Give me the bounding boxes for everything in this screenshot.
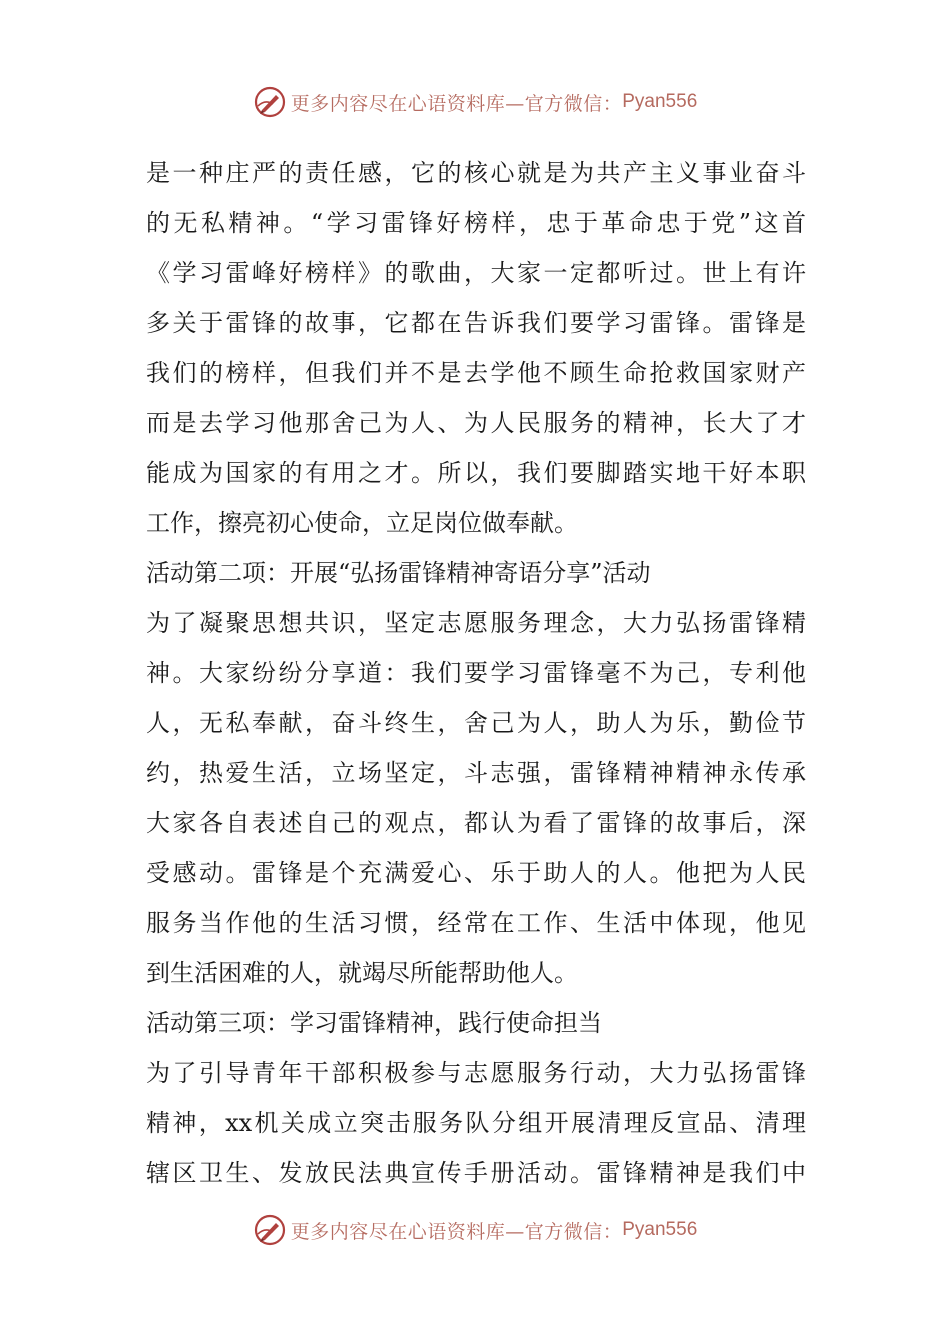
header-banner-text: 更多内容尽在心语资料库—官方微信： bbox=[290, 92, 623, 115]
body-line: 《学习雷峰好榜样》的歌曲，大家一定都听过。世上有许 bbox=[146, 259, 806, 287]
body-line: 人，无私奉献，奋斗终生，舍己为人，助人为乐，勤俭节 bbox=[146, 709, 806, 737]
body-line: 多关于雷锋的故事，它都在告诉我们要学习雷锋。雷锋是 bbox=[146, 309, 806, 337]
body-line: 为了凝聚思想共识，坚定志愿服务理念，大力弘扬雷锋精 bbox=[146, 609, 806, 637]
footer-banner bbox=[0, 1210, 950, 1250]
body-line: 为了引导青年干部积极参与志愿服务行动，大力弘扬雷锋 bbox=[146, 1059, 806, 1087]
section-heading: 活动第二项：开展“弘扬雷锋精神寄语分享”活动 bbox=[146, 559, 651, 587]
body-line: 约，热爱生活，立场坚定，斗志强，雷锋精神精神永传承 bbox=[146, 759, 806, 787]
body-line: 服务当作他的生活习惯，经常在工作、生活中体现，他见 bbox=[146, 909, 806, 937]
body-line: 是一种庄严的责任感，它的核心就是为共产主义事业奋斗 bbox=[146, 159, 806, 187]
section-heading: 活动第三项：学习雷锋精神，践行使命担当 bbox=[146, 1009, 602, 1037]
body-line: 我们的榜样，但我们并不是去学他不顾生命抢救国家财产 bbox=[146, 359, 806, 387]
document-body bbox=[146, 148, 806, 1198]
header-banner-wechat-id: Pyan556 bbox=[622, 91, 698, 112]
footer-banner-text: 更多内容尽在心语资料库—官方微信： bbox=[290, 1220, 623, 1243]
body-line: 大家各自表述自己的观点，都认为看了雷锋的故事后，深 bbox=[146, 809, 806, 837]
body-line: 而是去学习他那舍己为人、为人民服务的精神，长大了才 bbox=[146, 409, 806, 437]
body-line: 神。大家纷纷分享道：我们要学习雷锋毫不为己，专利他 bbox=[146, 659, 806, 687]
body-line: 能成为国家的有用之才。所以，我们要脚踏实地干好本职 bbox=[146, 459, 806, 487]
body-line: 精神，xx机关成立突击服务队分组开展清理反宣品、清理 bbox=[146, 1109, 806, 1137]
header-banner bbox=[0, 82, 950, 122]
body-line: 到生活困难的人，就竭尽所能帮助他人。 bbox=[146, 959, 578, 987]
body-line: 的无私精神。“学习雷锋好榜样，忠于革命忠于党”这首 bbox=[146, 209, 806, 237]
pen-logo-icon bbox=[253, 85, 287, 119]
body-line: 辖区卫生、发放民法典宣传手册活动。雷锋精神是我们中 bbox=[146, 1159, 806, 1187]
body-line: 受感动。雷锋是个充满爱心、乐于助人的人。他把为人民 bbox=[146, 859, 806, 887]
pen-logo-icon bbox=[253, 1213, 287, 1247]
footer-banner-wechat-id: Pyan556 bbox=[622, 1219, 698, 1240]
body-line: 工作，擦亮初心使命，立足岗位做奉献。 bbox=[146, 509, 578, 537]
